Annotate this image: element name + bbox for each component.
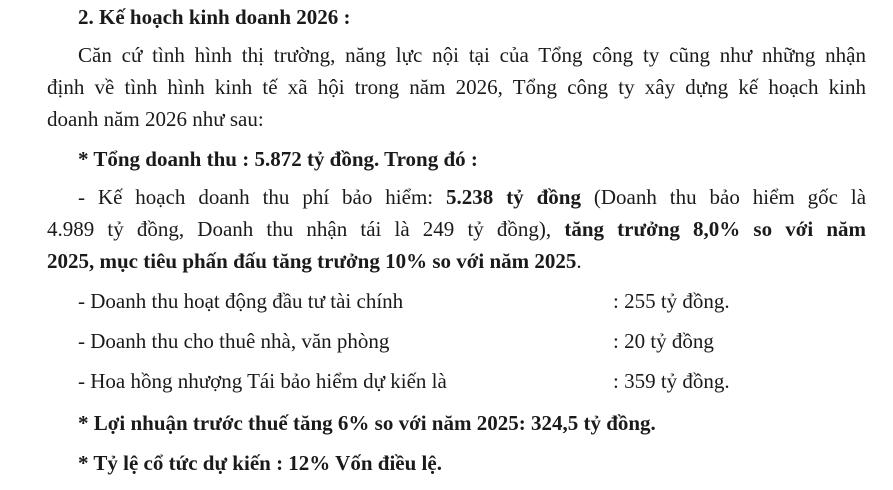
intro-line-2: định về tình hình kinh tế xã hội trong năm 2026, Tổng công ty xây dựng kế hoạch kinh	[47, 75, 866, 99]
insurance-fee-end: .	[576, 249, 582, 273]
revenue-item	[78, 368, 878, 394]
insurance-fee-amount: 5.238 tỷ đồng	[446, 185, 581, 209]
insurance-fee-growth: tăng trưởng 8,0% so với năm	[564, 217, 867, 241]
revenue-item-label: - Doanh thu hoạt động đầu tư tài chính	[78, 289, 404, 313]
intro-line-3: doanh năm 2026 như sau:	[47, 107, 264, 131]
profit-line: * Lợi nhuận trước thuế tăng 6% so với năm 2025: 324,5 tỷ đồng.	[78, 411, 656, 435]
insurance-fee-prefix: - Kế hoạch doanh thu phí bảo hiểm:	[78, 185, 434, 209]
revenue-item-label: - Doanh thu cho thuê nhà, văn phòng	[78, 329, 390, 353]
insurance-fee-target: 2025, mục tiêu phấn đấu tăng trưởng 10% so với năm 2025	[47, 249, 577, 273]
revenue-item-value: : 20 tỷ đồng	[613, 329, 714, 353]
insurance-fee-line-3	[47, 248, 582, 274]
intro-line-1: Căn cứ tình hình thị trường, năng lực nội tại của Tổng công ty cũng như những nhận	[78, 43, 866, 67]
revenue-item-label: - Hoa hồng nhượng Tái bảo hiểm dự kiến là	[78, 369, 447, 393]
revenue-item	[78, 288, 878, 314]
revenue-item	[78, 328, 878, 354]
insurance-fee-line-1	[78, 184, 866, 210]
total-revenue: * Tổng doanh thu : 5.872 tỷ đồng. Trong đó :	[78, 147, 478, 171]
revenue-item-value: : 359 tỷ đồng.	[613, 369, 730, 393]
section-heading: 2. Kế hoạch kinh doanh 2026 :	[78, 5, 351, 29]
insurance-fee-breakdown: 4.989 tỷ đồng, Doanh thu nhận tái là 249 tỷ đồng),	[47, 217, 552, 241]
dividend-line: * Tỷ lệ cổ tức dự kiến : 12% Vốn điều lệ.	[78, 451, 442, 475]
revenue-item-value: : 255 tỷ đồng.	[613, 289, 730, 313]
insurance-fee-line-2	[47, 216, 866, 242]
insurance-fee-detail: (Doanh thu bảo hiểm gốc là	[593, 185, 867, 209]
